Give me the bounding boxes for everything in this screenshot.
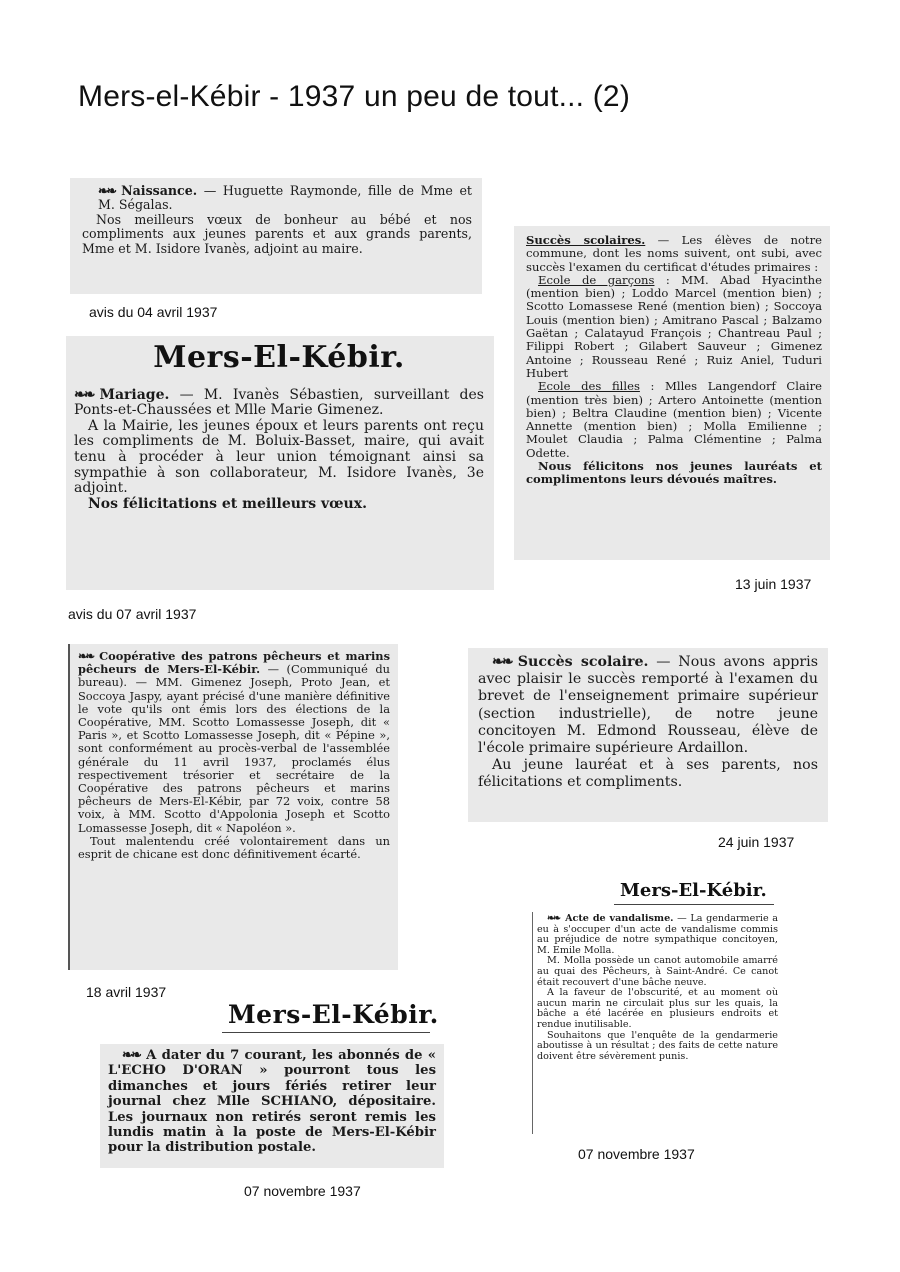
succes1-lead: Succès scolaires.: [526, 233, 646, 247]
filles-label: Ecole des filles: [538, 379, 640, 394]
mariage-text1: — M. Ivanès Sébastien, surveillant des Ponts-et-Chaussées et Mlle Marie Gimenez.: [74, 386, 484, 419]
ornament-icon: ❧❧: [492, 654, 512, 670]
cooperative-p2: Tout malentendu créé volontairement dans un esprit de chicane est donc définitivement écarté.: [78, 833, 390, 862]
abonnes-heading: Mers-El-Kébir.: [228, 1000, 439, 1029]
succes1-end: Nous félicitons nos jeunes lauréats et complimentons leurs dévoués maîtres.: [526, 459, 822, 487]
naissance-lead: Naissance.: [121, 183, 198, 198]
mariage-p3: Nos félicitations et meilleurs vœux.: [88, 495, 367, 512]
succes2-p2: Au jeune lauréat et à ses parents, nos félicitations et compliments.: [478, 757, 818, 791]
ornament-icon: ❧❧: [74, 386, 94, 403]
vandalisme-p2: M. Molla possède un canot automobile amarré au quai des Pêcheurs, à Saint-André. Ce canot était recouvert d'une bâche neuve.: [537, 955, 778, 988]
clipping-naissance: [70, 178, 482, 294]
succes2-lead: Succès scolaire.: [517, 654, 649, 670]
caption-succes2: 24 juin 1937: [718, 834, 795, 850]
vandalisme-heading: Mers-El-Kébir.: [620, 880, 767, 901]
ornament-icon: ❧❧: [98, 183, 116, 198]
clipping-vandalisme: [532, 912, 782, 1134]
succes1-filles: [526, 380, 822, 460]
vandalisme-p1: [537, 914, 778, 956]
vandalisme-rule: [614, 904, 774, 905]
mariage-p1: [74, 388, 484, 419]
caption-succes1: 13 juin 1937: [735, 576, 812, 592]
ornament-icon: ❧❧: [78, 649, 94, 663]
caption-vandalisme: 07 novembre 1937: [578, 1146, 695, 1162]
clipping-mariage: [66, 336, 494, 590]
mariage-p2: A la Mairie, les jeunes époux et leurs parents ont reçu les compliments de M. Boluix-Basset, maire, qui avait tenu à procéder à leur union témoignant ainsi sa sympathie à son collaborateur, M. Isidore Ivanès, 3e adjoint.: [74, 417, 484, 497]
ornament-icon: ❧❧: [547, 913, 560, 924]
mariage-lead: Mariage.: [99, 386, 170, 403]
garcons-list: : MM. Abad Hyacinthe (mention bien) ; Loddo Marcel (mention bien) ; Scotto Lomassese René (mention bien) ; Soccoya Louis (mention bien) ; Amitrano Pascal ; Balzamo Gaëtan ; Calatayud François ; Chantreau Paul ; Filippi Robert ; Gilabert Sauveur ; Gimenez Antoine ; Rousseau René ; Ruiz Aniel, Tuduri Hubert: [526, 272, 822, 380]
succes2-text1: — Nous avons appris avec plaisir le succès remporté à l'examen du brevet de l'enseignement primaire supérieur (section industrielle), de notre jeune concitoyen M. Edmond Rousseau, élève de l'école primaire supérieure Ardaillon.: [478, 654, 818, 757]
succes1-garcons: [526, 274, 822, 380]
naissance-paragraph: [82, 184, 472, 213]
succes1-text1: — Les élèves de notre commune, dont les noms suivent, ont subi, avec succès l'examen du certificat d'études primaires :: [526, 233, 822, 274]
ornament-icon: ❧❧: [122, 1048, 141, 1063]
cooperative-text1: — (Communiqué du bureau). — MM. Gimenez Joseph, Proto Jean, et Soccoya Jaspy, ayant précisé d'une manière définitive le vote qu'ils ont émis lors des élections de la Coopérative, MM. Scotto Lomassesse Joseph, dit « Paris », et Scotto Lomassesse Joseph, dit « Pépine », sont conformément au procès-verbal de l'assemblée générale du 11 avril 1937, proclamés élus respectivement trésorier et secrétaire de la Coopérative des patrons pêcheurs et marins pêcheurs de Mers-El-Kébir, par 72 voix, contre 58 voix, à MM. Scotto d'Appolonia Joseph et Scotto Lomassesse Joseph, dit « Napoléon ».: [78, 662, 390, 835]
caption-abonnes: 07 novembre 1937: [244, 1183, 361, 1199]
caption-cooperative: 18 avril 1937: [86, 984, 167, 1000]
abonnes-text: A dater du 7 courant, les abonnés de « L'ECHO D'ORAN » pourront tous les dimanches et jours fériés retirer leur journal chez Mlle SCHIANO, dépositaire. Les journaux non retirés seront remis les lundis matin à la poste de Mers-El-Kébir pour la distribution postale.: [108, 1048, 436, 1156]
filles-list: : Mlles Langendorf Claire (mention très bien) ; Artero Antoinette (mention bien) ; Beltra Claudine (mention bien) ; Vicente Annette (mention bien) ; Molla Emilienne ; Moulet Claudia ; Palma Clémentine ; Palma Odette.: [526, 379, 822, 460]
naissance-text1: — Huguette Raymonde, fille de Mme et M. Ségalas.: [98, 183, 472, 213]
garcons-label: Ecole de garçons: [538, 272, 655, 287]
clipping-abonnes: [100, 1044, 444, 1168]
vandalisme-lead: Acte de vandalisme.: [565, 913, 674, 924]
naissance-text2: Nos meilleurs vœux de bonheur au bébé et nos compliments aux jeunes parents et aux grands parents, Mme et M. Isidore Ivanès, adjoint au maire.: [82, 211, 472, 256]
abonnes-p1: [108, 1048, 436, 1156]
caption-mariage: avis du 07 avril 1937: [68, 606, 197, 622]
vandalisme-p3: A la faveur de l'obscurité, et au moment où aucun marin ne circulait plus sur les quais, la bâche a été lacérée en plusieurs endroits et rendue inutilisable.: [537, 987, 778, 1030]
vandalisme-text1: — La gendarmerie a eu à s'occuper d'un acte de vandalisme commis au préjudice de notre sympathique concitoyen, M. Emile Molla.: [537, 913, 778, 956]
cooperative-lead: Coopérative des patrons pêcheurs et marins pêcheurs de Mers-El-Kébir.: [78, 649, 390, 677]
clipping-cooperative: [68, 644, 398, 970]
clipping-succes-brevet: [468, 648, 828, 822]
abonnes-rule: [222, 1032, 430, 1033]
mariage-heading: Mers-El-Kébir.: [153, 340, 405, 375]
page-title: Mers-el-Kébir - 1937 un peu de tout... (2): [78, 80, 631, 113]
cooperative-p1: [78, 650, 390, 835]
vandalisme-p4: Souhaitons que l'enquête de la gendarmerie aboutisse à un résultat ; des faits de cette nature doivent être sévèrement punis.: [537, 1029, 778, 1062]
succes1-p1: [526, 234, 822, 274]
caption-naissance: avis du 04 avril 1937: [89, 304, 218, 320]
clipping-succes-scolaires: [514, 226, 830, 560]
succes2-p1: [478, 654, 818, 757]
